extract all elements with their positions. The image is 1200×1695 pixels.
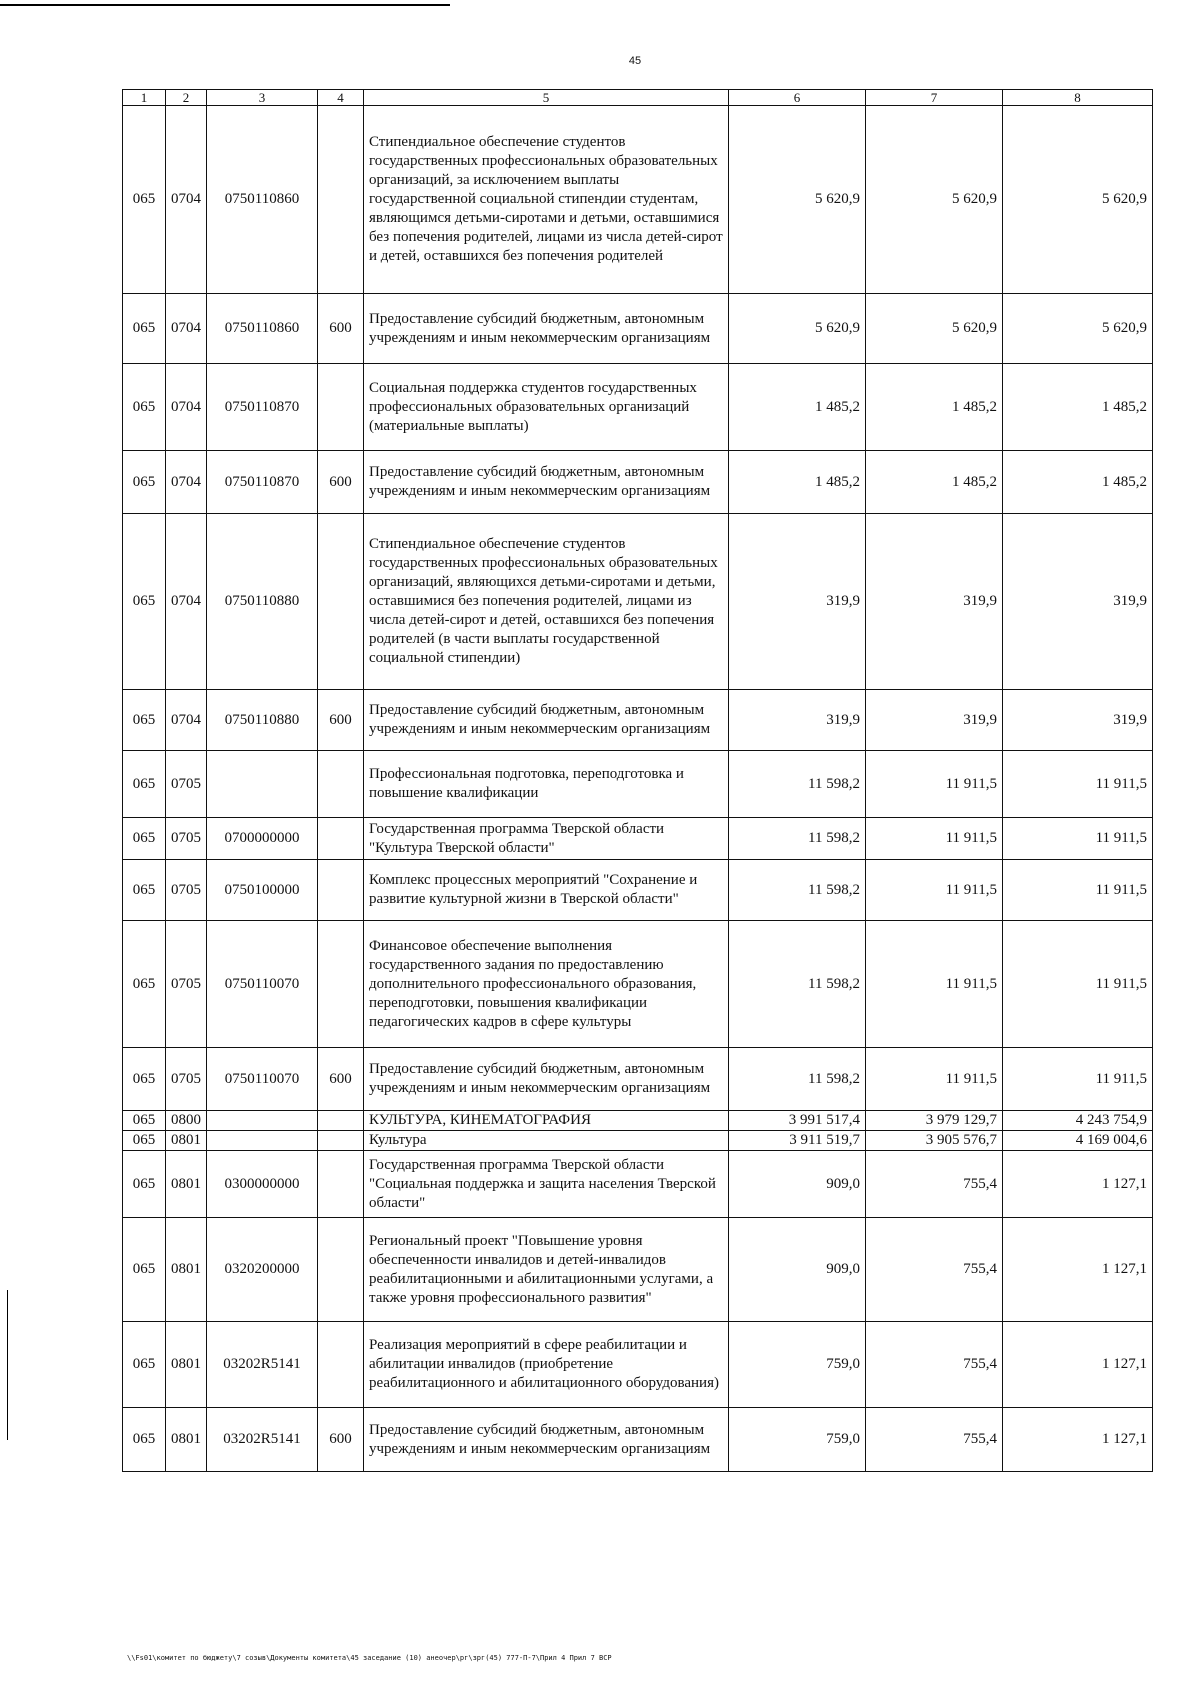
column-header: 2 [166,90,207,106]
cell-amount-year3: 11 911,5 [1003,860,1153,921]
cell-admin-code: 065 [123,921,166,1048]
cell-amount-year2: 3 905 576,7 [866,1131,1003,1151]
cell-amount-year1: 909,0 [729,1218,866,1322]
scan-artifact-left-line [7,1290,8,1440]
cell-target-article: 0320200000 [207,1218,318,1322]
cell-expense-type [318,514,364,690]
cell-description: Стипендиальное обеспечение студентов государственных профессиональных образовательных организаций, за исключением выплаты государственной социальной стипендии студентам, являющимся детьми-сиротами и детьми, оставшимися без попечения родителей, лицами из числа детей-сирот и детей, оставшихся без попечения родителей [364,106,729,294]
cell-target-article [207,1131,318,1151]
cell-description: Государственная программа Тверской области "Культура Тверской области" [364,818,729,860]
cell-description: Предоставление субсидий бюджетным, автономным учреждениям и иным некоммерческим организациям [364,690,729,751]
cell-admin-code: 065 [123,1322,166,1408]
cell-amount-year3: 4 243 754,9 [1003,1111,1153,1131]
cell-section-code: 0705 [166,921,207,1048]
cell-amount-year1: 319,9 [729,514,866,690]
cell-section-code: 0801 [166,1408,207,1472]
cell-admin-code: 065 [123,106,166,294]
cell-description: Реализация мероприятий в сфере реабилитации и абилитации инвалидов (приобретение реабилитационного и абилитационного оборудования) [364,1322,729,1408]
cell-amount-year2: 11 911,5 [866,1048,1003,1111]
cell-target-article: 0700000000 [207,818,318,860]
cell-amount-year1: 759,0 [729,1408,866,1472]
cell-target-article: 0750110070 [207,921,318,1048]
cell-description: Предоставление субсидий бюджетным, автономным учреждениям и иным некоммерческим организациям [364,294,729,364]
cell-amount-year2: 319,9 [866,514,1003,690]
cell-expense-type: 600 [318,1048,364,1111]
cell-description: Региональный проект "Повышение уровня обеспеченности инвалидов и детей-инвалидов реабилитационными и абилитационными услугами, а также уровня профессионального развития" [364,1218,729,1322]
cell-amount-year2: 319,9 [866,690,1003,751]
cell-amount-year2: 1 485,2 [866,451,1003,514]
cell-amount-year1: 11 598,2 [729,1048,866,1111]
table-row [123,514,1153,690]
cell-section-code: 0704 [166,106,207,294]
cell-section-code: 0705 [166,1048,207,1111]
cell-amount-year3: 1 485,2 [1003,451,1153,514]
cell-amount-year2: 11 911,5 [866,751,1003,818]
column-header: 8 [1003,90,1153,106]
cell-amount-year1: 5 620,9 [729,106,866,294]
table-row [123,1131,1153,1151]
cell-amount-year2: 3 979 129,7 [866,1111,1003,1131]
cell-amount-year3: 5 620,9 [1003,106,1153,294]
cell-admin-code: 065 [123,1048,166,1111]
cell-expense-type [318,106,364,294]
table-row [123,1048,1153,1111]
cell-admin-code: 065 [123,860,166,921]
scan-artifact-top-line [0,4,450,6]
cell-amount-year1: 3 911 519,7 [729,1131,866,1151]
cell-expense-type: 600 [318,451,364,514]
table-row [123,294,1153,364]
cell-admin-code: 065 [123,1131,166,1151]
cell-expense-type [318,1322,364,1408]
cell-target-article: 0750110870 [207,364,318,451]
column-header: 7 [866,90,1003,106]
cell-expense-type [318,1131,364,1151]
cell-admin-code: 065 [123,1408,166,1472]
cell-description: Предоставление субсидий бюджетным, автономным учреждениям и иным некоммерческим организациям [364,1408,729,1472]
cell-amount-year3: 11 911,5 [1003,1048,1153,1111]
cell-amount-year2: 11 911,5 [866,921,1003,1048]
cell-amount-year2: 755,4 [866,1408,1003,1472]
cell-section-code: 0705 [166,751,207,818]
cell-amount-year3: 4 169 004,6 [1003,1131,1153,1151]
cell-admin-code: 065 [123,514,166,690]
cell-expense-type: 600 [318,690,364,751]
cell-amount-year2: 1 485,2 [866,364,1003,451]
cell-amount-year3: 319,9 [1003,690,1153,751]
cell-amount-year3: 11 911,5 [1003,751,1153,818]
cell-amount-year3: 319,9 [1003,514,1153,690]
cell-amount-year1: 1 485,2 [729,451,866,514]
cell-description: Государственная программа Тверской области "Социальная поддержка и защита населения Тверской области" [364,1151,729,1218]
column-header: 5 [364,90,729,106]
cell-amount-year3: 1 127,1 [1003,1322,1153,1408]
cell-target-article: 0750110880 [207,690,318,751]
table-row [123,818,1153,860]
file-path-footer: \\Fs01\комитет по бюджету\7 созыв\Документы комитета\45 заседание (10) анеочер\рг\зрг(45) 777-П-7\Прил 4 Прил 7 ВСР [127,1654,612,1662]
cell-expense-type [318,1151,364,1218]
cell-amount-year3: 5 620,9 [1003,294,1153,364]
cell-amount-year3: 1 127,1 [1003,1218,1153,1322]
cell-amount-year1: 11 598,2 [729,751,866,818]
cell-section-code: 0704 [166,294,207,364]
cell-target-article: 0750110070 [207,1048,318,1111]
cell-amount-year3: 11 911,5 [1003,818,1153,860]
cell-section-code: 0705 [166,860,207,921]
cell-description: КУЛЬТУРА, КИНЕМАТОГРАФИЯ [364,1111,729,1131]
cell-description: Социальная поддержка студентов государственных профессиональных образовательных организаций (материальные выплаты) [364,364,729,451]
cell-section-code: 0801 [166,1218,207,1322]
cell-target-article: 0300000000 [207,1151,318,1218]
cell-admin-code: 065 [123,751,166,818]
cell-amount-year1: 11 598,2 [729,860,866,921]
cell-expense-type [318,818,364,860]
table-row [123,690,1153,751]
cell-section-code: 0801 [166,1151,207,1218]
cell-amount-year3: 1 127,1 [1003,1408,1153,1472]
table-row [123,1322,1153,1408]
cell-target-article: 0750110860 [207,294,318,364]
cell-admin-code: 065 [123,690,166,751]
table-row [123,106,1153,294]
cell-section-code: 0705 [166,818,207,860]
cell-description: Предоставление субсидий бюджетным, автономным учреждениям и иным некоммерческим организациям [364,451,729,514]
cell-admin-code: 065 [123,451,166,514]
table-body [123,106,1153,1472]
cell-target-article: 03202R5141 [207,1408,318,1472]
cell-expense-type [318,921,364,1048]
cell-admin-code: 065 [123,1218,166,1322]
page-number: 45 [628,55,642,67]
cell-amount-year1: 319,9 [729,690,866,751]
cell-target-article: 0750100000 [207,860,318,921]
table-row [123,1408,1153,1472]
cell-section-code: 0704 [166,690,207,751]
cell-amount-year2: 5 620,9 [866,106,1003,294]
column-header: 6 [729,90,866,106]
table-row [123,921,1153,1048]
cell-description: Комплекс процессных мероприятий "Сохранение и развитие культурной жизни в Тверской области" [364,860,729,921]
cell-description: Финансовое обеспечение выполнения государственного задания по предоставлению дополнительного профессионального образования, переподготовки, повышения квалификации педагогических кадров в сфере культуры [364,921,729,1048]
cell-amount-year2: 11 911,5 [866,818,1003,860]
cell-amount-year1: 5 620,9 [729,294,866,364]
column-header: 4 [318,90,364,106]
cell-section-code: 0704 [166,364,207,451]
table-row [123,860,1153,921]
cell-expense-type [318,1111,364,1131]
cell-amount-year1: 1 485,2 [729,364,866,451]
budget-table [122,89,1153,1472]
cell-amount-year2: 755,4 [866,1322,1003,1408]
cell-amount-year2: 11 911,5 [866,860,1003,921]
table-row [123,364,1153,451]
cell-amount-year2: 755,4 [866,1151,1003,1218]
table-row [123,1151,1153,1218]
cell-admin-code: 065 [123,1111,166,1131]
cell-admin-code: 065 [123,294,166,364]
cell-amount-year1: 3 991 517,4 [729,1111,866,1131]
column-header: 1 [123,90,166,106]
column-header: 3 [207,90,318,106]
header-row [123,90,1153,106]
cell-admin-code: 065 [123,1151,166,1218]
cell-amount-year3: 11 911,5 [1003,921,1153,1048]
cell-admin-code: 065 [123,818,166,860]
cell-expense-type [318,364,364,451]
cell-amount-year3: 1 485,2 [1003,364,1153,451]
cell-description: Стипендиальное обеспечение студентов государственных профессиональных образовательных организаций, являющихся детьми-сиротами и детьми, оставшимися без попечения родителей, лицами из числа детей-сирот и детей, оставшихся без попечения родителей (в части выплаты государственной социальной стипендии) [364,514,729,690]
cell-amount-year2: 755,4 [866,1218,1003,1322]
cell-description: Культура [364,1131,729,1151]
cell-target-article: 0750110870 [207,451,318,514]
cell-section-code: 0800 [166,1111,207,1131]
cell-section-code: 0801 [166,1322,207,1408]
cell-admin-code: 065 [123,364,166,451]
cell-expense-type: 600 [318,1408,364,1472]
cell-description: Профессиональная подготовка, переподготовка и повышение квалификации [364,751,729,818]
cell-target-article: 03202R5141 [207,1322,318,1408]
cell-amount-year1: 11 598,2 [729,921,866,1048]
cell-expense-type: 600 [318,294,364,364]
cell-target-article [207,1111,318,1131]
cell-section-code: 0704 [166,451,207,514]
cell-amount-year2: 5 620,9 [866,294,1003,364]
cell-target-article: 0750110860 [207,106,318,294]
cell-amount-year3: 1 127,1 [1003,1151,1153,1218]
cell-section-code: 0704 [166,514,207,690]
cell-section-code: 0801 [166,1131,207,1151]
table-row [123,751,1153,818]
cell-expense-type [318,751,364,818]
table-row [123,1111,1153,1131]
cell-amount-year1: 909,0 [729,1151,866,1218]
table-row [123,451,1153,514]
cell-expense-type [318,1218,364,1322]
cell-target-article [207,751,318,818]
cell-description: Предоставление субсидий бюджетным, автономным учреждениям и иным некоммерческим организациям [364,1048,729,1111]
cell-expense-type [318,860,364,921]
cell-amount-year1: 11 598,2 [729,818,866,860]
cell-amount-year1: 759,0 [729,1322,866,1408]
table-row [123,1218,1153,1322]
cell-target-article: 0750110880 [207,514,318,690]
